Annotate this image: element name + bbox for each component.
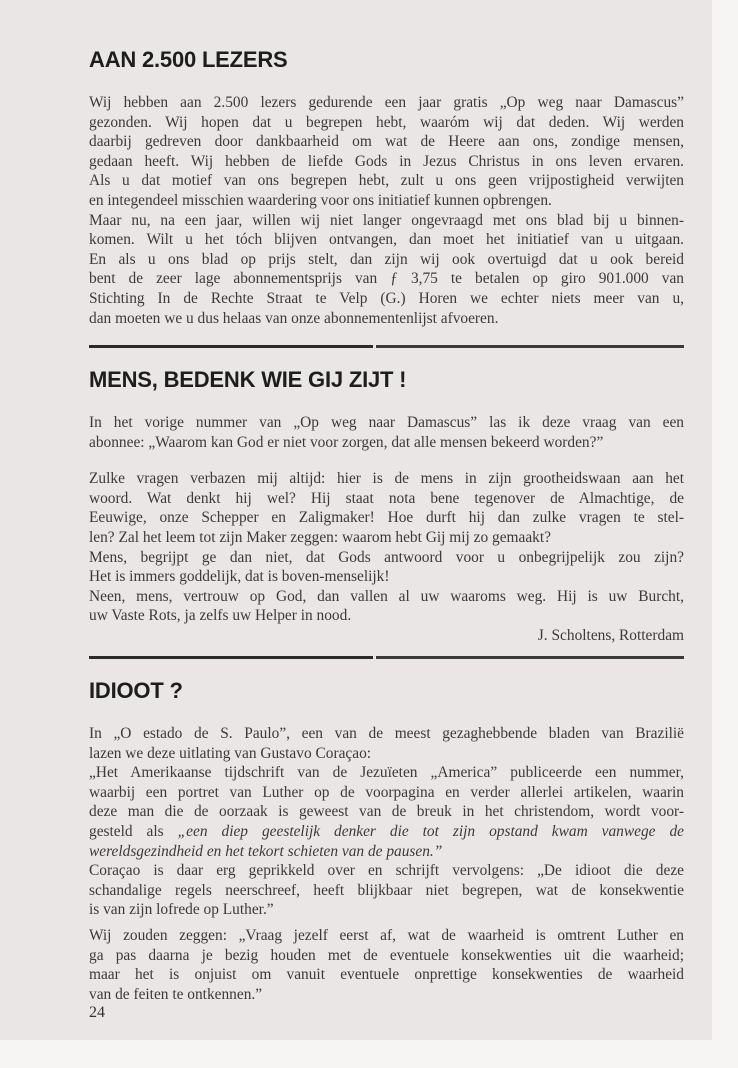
paragraph bbox=[89, 926, 684, 1004]
text-line: Het is immers goddelijk, dat is boven-menselijk! bbox=[89, 568, 390, 586]
text-line bbox=[89, 842, 684, 862]
text-line: lazen we deze uitlating van Gustavo Coraçao: bbox=[89, 744, 372, 762]
paragraph bbox=[89, 413, 684, 452]
text-line: En als u ons blad op prijs stelt, dan zijn wij ook overtuigd dat u ook bereid bbox=[89, 250, 684, 268]
text-line: daarbij gedreven door dankbaarheid om wat de Heere aan ons, zondige mensen, bbox=[89, 133, 684, 151]
text-line: maar het is onjuist om vanuit eventuele onprettige konsekwenties de waarheid bbox=[89, 966, 684, 984]
text-line: Zulke vragen verbazen mij altijd: hier is de mens in zijn grootheidswaan aan het bbox=[89, 470, 684, 488]
article-mens-bedenk bbox=[89, 367, 684, 646]
text-line: van de feiten te ontkennen.” bbox=[89, 985, 263, 1003]
text-line: en integendeel misschien waardering voor ons initiatief kunnen opbrengen. bbox=[89, 191, 552, 209]
article-title: IDIOOT ? bbox=[89, 678, 183, 703]
text-line bbox=[89, 822, 684, 842]
paragraph bbox=[89, 861, 684, 920]
text-line: Eeuwige, onze Schepper en Zaligmaker! Hoe durft hij dan zulke vragen te stel- bbox=[89, 509, 684, 527]
article-aan-2500-lezers bbox=[89, 47, 684, 328]
paragraph bbox=[89, 93, 684, 211]
text-line: Wij zouden zeggen: „Vraag jezelf eerst af, wat de waarheid is omtrent Luther en bbox=[89, 926, 684, 944]
text-line: woord. Wat denkt hij wel? Hij staat nota bene tegenover de Almachtige, de bbox=[89, 489, 684, 507]
article-title: MENS, BEDENK WIE GIJ ZIJT ! bbox=[89, 367, 407, 392]
paragraph bbox=[89, 548, 684, 587]
text-line: uw Vaste Rots, ja zelfs uw Helper in nood. bbox=[89, 607, 352, 625]
paragraph bbox=[89, 587, 684, 626]
article-body bbox=[89, 413, 684, 646]
article-title: AAN 2.500 LEZERS bbox=[89, 47, 288, 72]
text-line: gezonden. Wij hopen dat u begrepen hebt, waaróm wij dat deden. Wij werden bbox=[89, 113, 684, 131]
paragraph bbox=[89, 211, 684, 329]
text-line: ga pas daarna je bezig houden met de eventuele konsekwenties uit die waarheid; bbox=[89, 946, 684, 964]
text-line: len? Zal het leem tot zijn Maker zeggen: waarom hebt Gij mij zo gemaakt? bbox=[89, 528, 551, 546]
paragraph bbox=[89, 763, 684, 861]
text-line: In „O estado de S. Paulo”, een van de meest gezaghebbende bladen van Brazilië bbox=[89, 725, 684, 742]
article-body bbox=[89, 724, 684, 1004]
text-line: Neen, mens, vertrouw op God, dan vallen al uw waaroms weg. Hij is uw Burcht, bbox=[89, 587, 684, 605]
text-line: Stichting In de Rechte Straat te Velp (G.) Horen we echter niets meer van u, bbox=[89, 289, 684, 307]
text-line: waarbij een portret van Luther op de voorpagina en verder allerlei artikelen, waarin bbox=[89, 783, 684, 801]
text-line: is van zijn lofrede op Luther.” bbox=[89, 901, 274, 919]
text-line: Maar nu, na een jaar, willen wij niet langer ongevraagd met ons blad bij u binnen- bbox=[89, 211, 684, 229]
text-line: dan moeten we u dus helaas van onze abonnementenlijst afvoeren. bbox=[89, 309, 499, 327]
text-line: Als u dat motief van ons begrepen hebt, zult u ons geen vrijpostigheid verwijten bbox=[89, 172, 684, 190]
text-line: Mens, begrijpt ge dan niet, dat Gods antwoord voor u onbegrijpelijk zou zijn? bbox=[89, 548, 684, 566]
article-idioot bbox=[89, 678, 684, 1004]
page-number: 24 bbox=[89, 1004, 105, 1021]
text-line: abonnee: „Waarom kan God er niet voor zorgen, dat alle mensen bekeerd worden?” bbox=[89, 433, 604, 451]
text-line: schandalige regels neerschreef, heeft blijkbaar niet begrepen, wat de konsekwentie bbox=[89, 881, 684, 899]
paragraph bbox=[89, 469, 684, 547]
italic-quote: wereldsgezindheid en het tekort schieten van de pausen.” bbox=[89, 842, 443, 860]
text-segment: gesteld als bbox=[89, 822, 178, 840]
article-body bbox=[89, 93, 684, 328]
text-line: Coraçao is daar erg geprikkeld over en schrijft vervolgens: „De idioot die deze bbox=[89, 862, 684, 880]
italic-quote: „een diep geestelijk denker die tot zijn opstand kwam vanwege de bbox=[177, 822, 684, 840]
author-signature: J. Scholtens, Rotterdam bbox=[537, 626, 684, 644]
paragraph bbox=[89, 724, 684, 763]
section-divider bbox=[89, 345, 684, 348]
text-line: Wij hebben aan 2.500 lezers gedurende een jaar gratis „Op weg naar Damascus” bbox=[89, 94, 684, 111]
text-line: In het vorige nummer van „Op weg naar Damascus” las ik deze vraag van een bbox=[89, 414, 684, 431]
text-line: deze man die de oorzaak is geweest van de breuk in het christendom, wordt voor- bbox=[89, 803, 684, 821]
text-line: komen. Wilt u het tóch blijven ontvangen, dan moet het initiatief van u uitgaan. bbox=[89, 231, 684, 249]
text-line: gedaan heeft. Wij hebben de liefde Gods in Jezus Christus in ons leven ervaren. bbox=[89, 152, 684, 170]
text-line: „Het Amerikaanse tijdschrift van de Jezuïeten „America” publiceerde een nummer, bbox=[89, 764, 684, 782]
section-divider bbox=[89, 656, 684, 659]
text-line: bent de zeer lage abonnementsprijs van ƒ 3,75 te betalen op giro 901.000 van bbox=[89, 270, 684, 288]
